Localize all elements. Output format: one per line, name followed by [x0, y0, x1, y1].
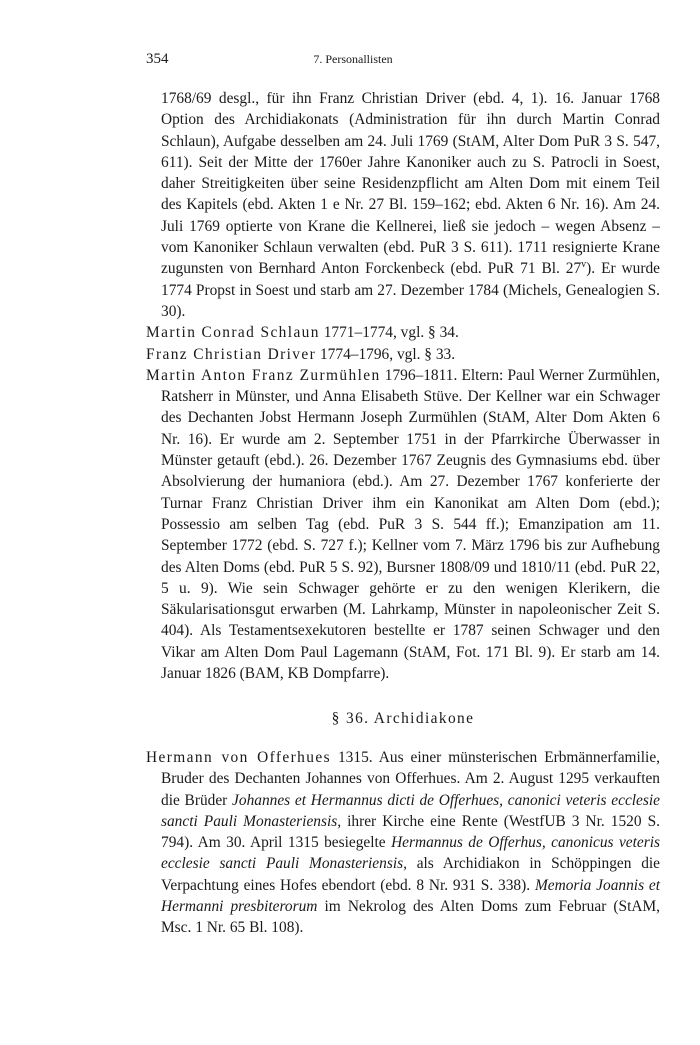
entries-list — [146, 88, 660, 684]
entry-name: Martin Anton Franz Zurmühlen — [146, 366, 381, 384]
page-number: 354 — [146, 51, 169, 67]
page-header — [146, 51, 560, 71]
list-item — [146, 365, 660, 684]
entry-text: 1774–1796, vgl. § 33. — [316, 345, 456, 363]
entry-text: 1768/69 desgl., für ihn Franz Christian Driver (ebd. 4, 1). 16. Januar 1768 Option des Archidiakonats (Administration für ihn durch Martin Conrad Schlaun), Aufgabe desselben am 24. Juli 1769 (StAM, Alter Dom PuR 3 S. 547, 611). Seit der Mitte der 1760er Jahre Kanoniker auch zu S. Patrocli in Soest, daher Streitigkeiten über seine Residenzpflicht am Alten Dom mit einem Teil des Kapitels (ebd. Akten 1 e Nr. 27 Bl. 159–162; ebd. Akten 6 Nr. 16). Am 24. Juli 1769 optierte von Krane die Kellnerei, ließ sie jedoch – wegen Absenz – vom Kanoniker Schlaun verwalten (ebd. PuR 3 S. 611). 1711 resignierte Krane zugunsten von Bernhard Anton Forckenbeck (ebd. PuR 71 Bl. 27 — [161, 90, 660, 278]
running-head: 7. Personallisten — [313, 52, 393, 66]
superscript: v — [581, 259, 587, 271]
entry-text-after: ). Er wurde 1774 Propst in Soest und starb am 27. Dezember 1784 (Michels, Genealogien S. 30). — [161, 260, 661, 320]
entry-text: 1796–1811. Eltern: Paul Werner Zurmühlen, Ratsherr in Münster, und Anna Elisabeth Stüve. Der Kellner war ein Schwager des Dechanten Jobst Hermann Joseph Zurmühlen (StAM, Alter Dom Akten 6 Nr. 16). Er wurde am 2. September 1751 in der Pfarrkirche Überwasser in Münster getauft (ebd.). 26. Dezember 1767 Zeugnis des Gymnasiums ebd. über Absolvierung der humaniora (ebd.). Am 27. Dezember 1767 konferierte der Turnar Franz Christian Driver ihm ein Kanonikat am Alten Dom (ebd.); Possessio am selben Tag (ebd. PuR 3 S. 544 ff.); Emanzipation am 11. September 1772 (ebd. S. 727 f.); Kellner vom 7. März 1796 bis zur Aufhebung des Alten Doms (ebd. PuR 5 S. 92), Bursner 1808/09 und 1810/11 (ebd. PuR 22, 5 u. 9). Wie sein Schwager gehörte er zu den wenigen Klerikern, die Säkularisationsgut erwarben (M. Lahrkamp, Münster in napoleonischer Zeit S. 404). Als Testamentsexekutoren bestellte er 1787 seinen Schwager und den Vikar am Alten Dom Paul Lagemann (StAM, Fot. 171 Bl. 9). Er starb am 14. Januar 1826 (BAM, KB Dompfarre). — [161, 366, 661, 683]
entry-name: Martin Conrad Schlaun — [146, 324, 320, 342]
archidiakone-list — [146, 747, 660, 939]
entry-name: Franz Christian Driver — [146, 345, 317, 363]
section-heading: § 36. Archidiakone — [331, 710, 475, 727]
list-item — [146, 344, 660, 365]
entry-text: ihrer Kirche eine Rente (WestfUB 3 Nr. 1520 S. 794). Am 30. April 1315 besiegelte — [161, 812, 660, 852]
list-item — [146, 747, 660, 939]
entry-name: Hermann von Offerhues — [146, 749, 331, 766]
entry-text: 1771–1774, vgl. § 34. — [319, 324, 459, 342]
latin-quote: Johannes et Hermannus dicti de Offerhues, canonici veteris ecclesie sancti Pauli Monasteriensis, — [161, 791, 660, 830]
latin-quote: Memoria Joannis et Hermanni presbiterorum — [161, 876, 660, 916]
entry-text: als Archidiakon in Schöppingen die Verpachtung eines Hofes ebendort (ebd. 8 Nr. 931 S. 338). — [161, 855, 660, 894]
list-item — [146, 88, 660, 322]
latin-quote: Hermannus de Offerhus, canonicus veteris ecclesie sancti Pauli Monasteriensis, — [161, 834, 660, 873]
entry-text: 1315. Aus einer münsterischen Erbmännerfamilie, Bruder des Dechanten Johannes von Offerhues. Am 2. August 1295 verkauften die Brüder — [161, 749, 660, 809]
entry-text: im Nekrolog des Alten Doms zum Februar (StAM, Msc. 1 Nr. 65 Bl. 108). — [161, 898, 660, 937]
list-item — [146, 322, 660, 343]
